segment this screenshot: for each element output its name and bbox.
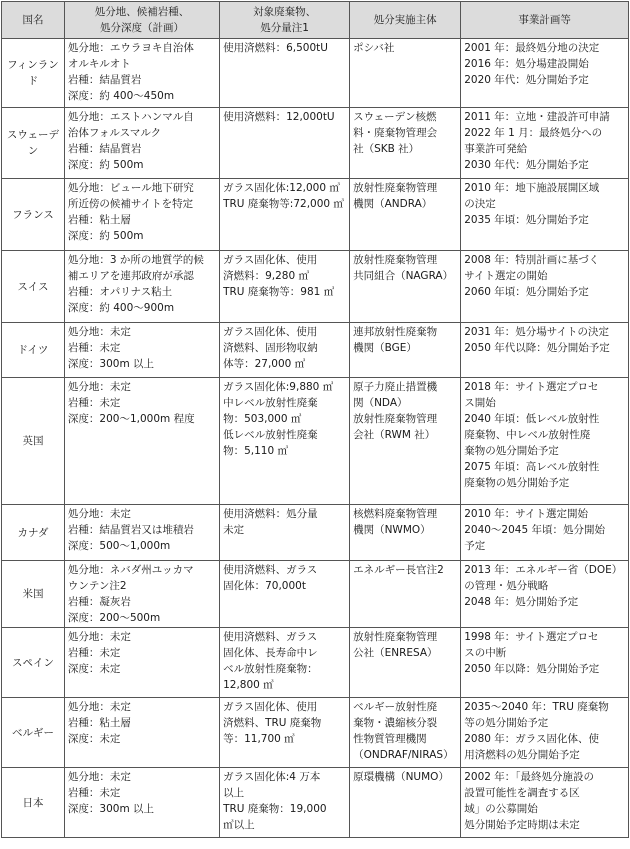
site-cell [64, 505, 219, 561]
site-cell [64, 108, 219, 179]
waste-cell [220, 39, 350, 108]
plan-cell [461, 108, 629, 179]
cell-line: 予定 [464, 540, 486, 552]
cell-line: 物：503,000 ㎥ [223, 413, 302, 425]
cell-line: TRU 廃棄物等：981 ㎥ [223, 286, 335, 298]
cell-line: 2022 年 1 月：最終処分への [464, 127, 603, 139]
header-line: 国名 [22, 14, 44, 26]
cell-line: 2035～2040 年：TRU 廃棄物 [464, 701, 609, 713]
cell-line: 処分地：未定 [67, 701, 131, 713]
cell-line: オルキルオト [67, 58, 131, 70]
cell-line: ベルギー放射性廃 [353, 701, 438, 713]
table-body [2, 39, 629, 838]
cell-line: 2048 年：処分開始予定 [464, 596, 579, 608]
cell-line: 深度：約 400～900m [67, 302, 175, 314]
cell-line: 事業許可発給 [464, 143, 528, 155]
cell-line: 処分地：3 か所の地質学的候 [67, 254, 204, 266]
cell-line: 社（SKB 社） [353, 143, 420, 155]
cell-line: ウンテン注2 [67, 580, 127, 592]
site-cell [64, 768, 219, 838]
country-cell: フランス [2, 179, 65, 251]
table-row [2, 179, 629, 251]
header-waste [220, 2, 350, 39]
cell-line: 域」の公募開始 [464, 803, 538, 815]
cell-line: 機関（ANDRA） [353, 198, 433, 210]
cell-line: 2050 年代以降：処分開始予定 [464, 342, 610, 354]
org-cell [350, 768, 461, 838]
table-row [2, 505, 629, 561]
cell-line: スの中断 [464, 647, 507, 659]
cell-line: 済燃料：9,280 ㎥ [223, 270, 309, 282]
cell-line: 2040～2045 年頃：処分開始 [464, 524, 605, 536]
cell-line: 使用済燃料：6,500tU [223, 42, 328, 54]
waste-cell [220, 628, 350, 698]
cell-line: 深度：200～1,000m 程度 [67, 413, 195, 425]
cell-line: 2050 年以降：処分開始予定 [464, 663, 600, 675]
cell-line: 深度：500～1,000m [67, 540, 171, 552]
plan-cell [461, 179, 629, 251]
cell-line: 未定 [223, 524, 245, 536]
waste-cell [220, 251, 350, 323]
cell-line: 2008 年：特別計画に基づく [464, 254, 600, 266]
cell-line: 放射性廃棄物管理 [353, 182, 438, 194]
country-cell: 米国 [2, 561, 65, 628]
cell-line: （ONDRAF/NIRAS） [353, 749, 454, 761]
header-line: 対象廃棄物、 [253, 6, 317, 18]
plan-cell [461, 561, 629, 628]
plan-cell [461, 505, 629, 561]
cell-line: 深度：300m 以上 [67, 358, 155, 370]
country-cell: スイス [2, 251, 65, 323]
cell-line: 深度：約 500m [67, 159, 144, 171]
cell-line: 2001 年：最終処分地の決定 [464, 42, 600, 54]
cell-line: 使用済燃料：処分量 [223, 508, 318, 520]
cell-line: の管理・処分戦略 [464, 580, 549, 592]
cell-line: TRU 廃棄物：19,000 [223, 803, 327, 815]
cell-line: 補エリアを連邦政府が承認 [67, 270, 194, 282]
cell-line: 2010 年：地下施設展開区域 [464, 182, 600, 194]
cell-line: 処分地：未定 [67, 631, 131, 643]
table-row [2, 378, 629, 505]
waste-cell [220, 505, 350, 561]
org-cell [350, 698, 461, 768]
cell-line: 性物質管理機関 [353, 733, 427, 745]
disposal-plan-table [1, 1, 629, 838]
cell-line: 岩種：凝灰岩 [67, 596, 131, 608]
cell-line: ガラス固化体、使用 [223, 326, 318, 338]
cell-line: 深度：未定 [67, 733, 121, 745]
cell-line: 設置可能性を調査する区 [464, 787, 580, 799]
cell-line: 2030 年代：処分開始予定 [464, 159, 589, 171]
cell-line: 使用済燃料、ガラス [223, 631, 318, 643]
cell-line: 2010 年：サイト選定開始 [464, 508, 589, 520]
header-line: 処分地、候補岩種、 [94, 6, 190, 18]
cell-line: の決定 [464, 198, 496, 210]
cell-line: 深度：未定 [67, 663, 121, 675]
waste-cell [220, 323, 350, 378]
cell-line: 固化体：70,000t [223, 580, 306, 592]
cell-line: 岩種：結晶質岩 [67, 143, 142, 155]
cell-line: 放射性廃棄物管理 [353, 254, 438, 266]
org-cell [350, 378, 461, 505]
cell-line: 岩種：粘土層 [67, 717, 131, 729]
cell-line: 岩種：粘土層 [67, 214, 131, 226]
plan-cell [461, 698, 629, 768]
cell-line: 原環機構（NUMO） [353, 771, 449, 783]
cell-line: 用済燃料の処分開始予定 [464, 749, 580, 761]
cell-line: 2040 年頃：低レベル放射性 [464, 413, 600, 425]
org-cell [350, 108, 461, 179]
cell-line: 2018 年：サイト選定プロセ [464, 381, 599, 393]
cell-line: 岩種：未定 [67, 342, 121, 354]
cell-line: 固化体、長寿命中レ [223, 647, 318, 659]
cell-line: ガラス固化体:12,000 ㎥ [223, 182, 340, 194]
cell-line: 処分地：未定 [67, 381, 131, 393]
cell-line: 岩種：結晶質岩 [67, 74, 142, 86]
plan-cell [461, 251, 629, 323]
org-cell [350, 505, 461, 561]
cell-line: 物：5,110 ㎥ [223, 445, 288, 457]
cell-line: ポシバ社 [353, 42, 395, 54]
header-line: 処分量注1 [260, 22, 309, 34]
header-row [2, 2, 629, 39]
cell-line: ㎥以上 [223, 819, 255, 831]
cell-line: 公社（ENRESA） [353, 647, 438, 659]
cell-line: 等の処分開始予定 [464, 717, 549, 729]
org-cell [350, 561, 461, 628]
cell-line: サイト選定の開始 [464, 270, 548, 282]
site-cell [64, 323, 219, 378]
cell-line: 処分開始予定時期は未定 [464, 819, 580, 831]
waste-cell [220, 378, 350, 505]
cell-line: エネルギー長官注2 [353, 564, 444, 576]
country-cell: ベルギー [2, 698, 65, 768]
cell-line: 岩種：未定 [67, 647, 121, 659]
site-cell [64, 378, 219, 505]
cell-line: 処分地：未定 [67, 508, 131, 520]
table-row [2, 561, 629, 628]
country-cell: 日本 [2, 768, 65, 838]
country-cell: スウェーデン [2, 108, 65, 179]
cell-line: 2020 年代：処分開始予定 [464, 74, 589, 86]
site-cell [64, 561, 219, 628]
org-cell [350, 179, 461, 251]
cell-line: ス開始 [464, 397, 496, 409]
cell-line: 共同組合（NAGRA） [353, 270, 454, 282]
cell-line: 深度：約 500m [67, 230, 144, 242]
cell-line: 棄物・濃縮核分裂 [353, 717, 438, 729]
cell-line: 処分地：未定 [67, 771, 131, 783]
site-cell [64, 179, 219, 251]
cell-line: 核燃料廃棄物管理 [353, 508, 438, 520]
cell-line: 済燃料、固形物収納 [223, 342, 318, 354]
cell-line: 深度：300m 以上 [67, 803, 155, 815]
cell-line: 放射性廃棄物管理 [353, 631, 438, 643]
country-cell: スペイン [2, 628, 65, 698]
org-cell [350, 39, 461, 108]
header-line: 処分実施主体 [373, 14, 437, 26]
cell-line: 棄物の処分開始予定 [464, 445, 559, 457]
cell-line: 岩種：結晶質岩又は堆積岩 [67, 524, 194, 536]
org-cell [350, 323, 461, 378]
cell-line: 1998 年：サイト選定プロセ [464, 631, 599, 643]
table-row [2, 39, 629, 108]
cell-line: 処分地：エストハンマル自 [67, 111, 194, 123]
waste-cell [220, 179, 350, 251]
cell-line: 廃棄物、中レベル放射性廃 [464, 429, 591, 441]
site-cell [64, 39, 219, 108]
cell-line: 機関（BGE） [353, 342, 417, 354]
cell-line: ベル放射性廃棄物： [223, 663, 318, 675]
site-cell [64, 251, 219, 323]
cell-line: 2075 年頃：高レベル放射性 [464, 461, 600, 473]
plan-cell [461, 768, 629, 838]
waste-cell [220, 108, 350, 179]
cell-line: 廃棄物の処分開始予定 [464, 477, 570, 489]
cell-line: ガラス固化体:4 万本 [223, 771, 321, 783]
cell-line: 放射性廃棄物管理 [353, 413, 438, 425]
plan-cell [461, 323, 629, 378]
table-row [2, 628, 629, 698]
cell-line: 体等：27,000 ㎥ [223, 358, 306, 370]
header-line: 処分深度（計画） [99, 22, 184, 34]
site-cell [64, 628, 219, 698]
cell-line: 所近傍の候補サイトを特定 [67, 198, 194, 210]
table-row [2, 768, 629, 838]
cell-line: 2060 年頃：処分開始予定 [464, 286, 589, 298]
country-cell: ドイツ [2, 323, 65, 378]
cell-line: 2016 年：処分場建設開始 [464, 58, 589, 70]
cell-line: 料・廃棄物管理会 [353, 127, 438, 139]
cell-line: 深度：約 400～450m [67, 90, 175, 102]
cell-line: 処分地：エウラヨキ自治体 [67, 42, 194, 54]
cell-line: 低レベル放射性廃棄 [223, 429, 318, 441]
cell-line: ガラス固化体、使用 [223, 701, 318, 713]
header-line: 事業計画等 [518, 14, 571, 26]
header-plan [461, 2, 629, 39]
cell-line: 中レベル放射性廃棄 [223, 397, 318, 409]
plan-cell [461, 39, 629, 108]
cell-line: 2031 年：処分場サイトの決定 [464, 326, 610, 338]
cell-line: 使用済燃料：12,000tU [223, 111, 335, 123]
cell-line: ガラス固化体:9,880 ㎥ [223, 381, 334, 393]
waste-cell [220, 768, 350, 838]
cell-line: 関（NDA） [353, 397, 408, 409]
cell-line: 2013 年：エネルギー省（DOE） [464, 564, 623, 576]
cell-line: 岩種：未定 [67, 397, 121, 409]
cell-line: 処分地：ビュール地下研究 [67, 182, 194, 194]
country-cell: カナダ [2, 505, 65, 561]
waste-cell [220, 561, 350, 628]
table-row [2, 323, 629, 378]
cell-line: スウェーデン核燃 [353, 111, 437, 123]
country-cell: 英国 [2, 378, 65, 505]
table-row [2, 698, 629, 768]
cell-line: 12,800 ㎥ [223, 679, 274, 691]
cell-line: 連邦放射性廃棄物 [353, 326, 438, 338]
plan-cell [461, 628, 629, 698]
org-cell [350, 628, 461, 698]
cell-line: 2011 年：立地・建設許可申請 [464, 111, 610, 123]
cell-line: 以上 [223, 787, 245, 799]
cell-line: 治体フォルスマルク [67, 127, 162, 139]
cell-line: 2035 年頃：処分開始予定 [464, 214, 589, 226]
cell-line: 処分地：ネバダ州ユッカマ [67, 564, 194, 576]
cell-line: 等：11,700 ㎥ [223, 733, 295, 745]
cell-line: TRU 廃棄物等:72,000 ㎥ [223, 198, 344, 210]
cell-line: 岩種：オパリナス粘土 [67, 286, 173, 298]
country-cell: フィンランド [2, 39, 65, 108]
cell-line: 使用済燃料、ガラス [223, 564, 318, 576]
cell-line: 岩種：未定 [67, 787, 121, 799]
cell-line: 会社（RWM 社） [353, 429, 436, 441]
cell-line: ガラス固化体、使用 [223, 254, 318, 266]
cell-line: 深度：200～500m [67, 612, 161, 624]
site-cell [64, 698, 219, 768]
waste-cell [220, 698, 350, 768]
header-org [350, 2, 461, 39]
cell-line: 2002 年：「最終処分施設の [464, 771, 595, 783]
cell-line: 2080 年：ガラス固化体、使 [464, 733, 599, 745]
cell-line: 機関（NWMO） [353, 524, 431, 536]
table-row [2, 108, 629, 179]
org-cell [350, 251, 461, 323]
header-site [64, 2, 219, 39]
cell-line: 済燃料、TRU 廃棄物 [223, 717, 322, 729]
table-row [2, 251, 629, 323]
cell-line: 処分地：未定 [67, 326, 131, 338]
plan-cell [461, 378, 629, 505]
header-country [2, 2, 65, 39]
cell-line: 原子力廃止措置機 [353, 381, 438, 393]
